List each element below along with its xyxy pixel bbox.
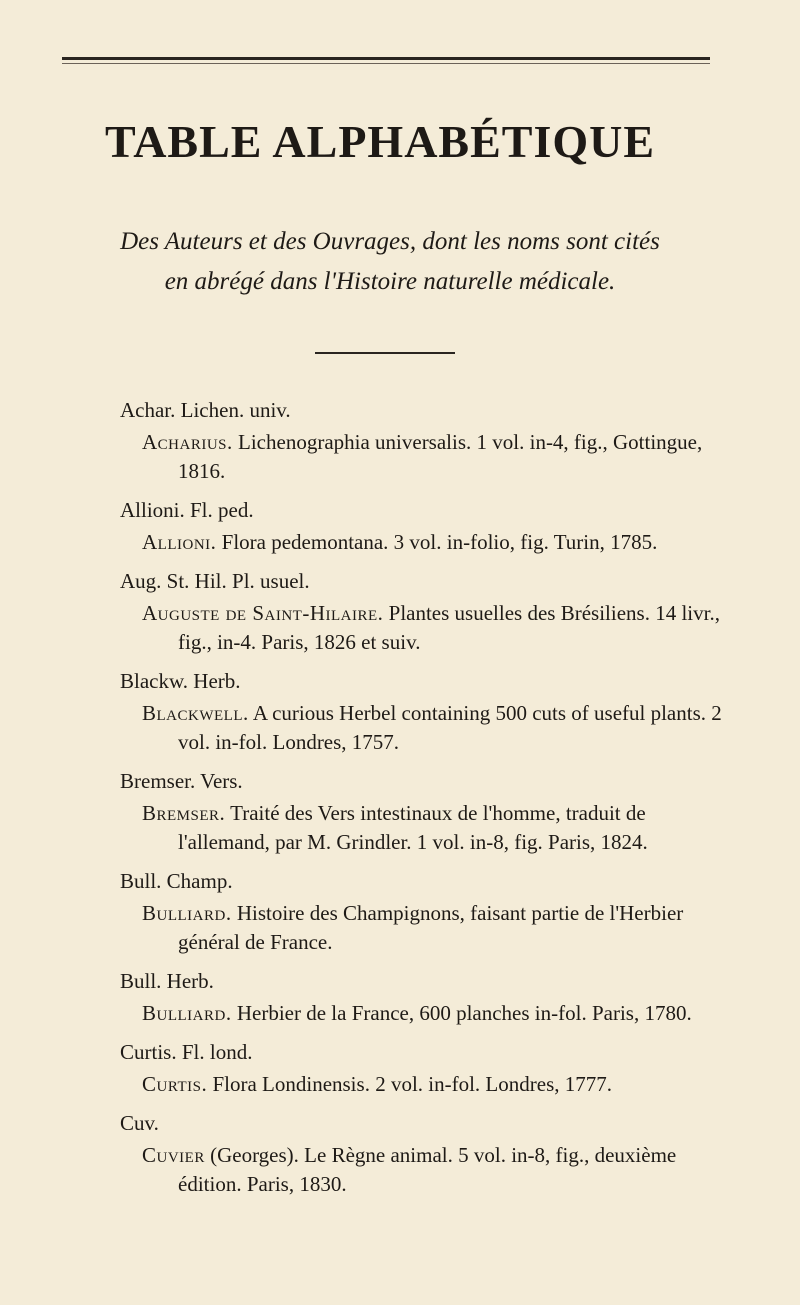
ornamental-rule (315, 352, 455, 354)
entry-abbreviation: Cuv. (120, 1111, 159, 1135)
entry-author: Bulliard. (142, 901, 232, 925)
entry-curtis (120, 1038, 725, 1099)
entry-acharius (120, 396, 725, 486)
entry-work: Flora pedemontana. 3 vol. in-folio, fig. Turin, 1785. (216, 530, 658, 554)
entry-citation (142, 428, 725, 486)
page-subtitle: Des Auteurs et des Ouvrages, dont les noms sont cités en abrégé dans l'Histoire naturelle médicale. (120, 228, 660, 295)
entry-author: Blackwell. (142, 701, 249, 725)
entry-citation (142, 1070, 725, 1099)
entry-abbreviation: Curtis. Fl. lond. (120, 1040, 253, 1064)
entry-work: Flora Londinensis. 2 vol. in-fol. Londres, 1777. (207, 1072, 612, 1096)
entry-citation (142, 599, 725, 657)
entry-work: Traité des Vers intestinaux de l'homme, traduit de l'allemand, par M. Grindler. 1 vol. in-8, fig. Paris, 1824. (178, 801, 648, 854)
entry-work: Histoire des Champignons, faisant partie de l'Herbier général de France. (178, 901, 684, 954)
entry-cuvier (120, 1109, 725, 1199)
entry-bulliard-herb (120, 967, 725, 1028)
entry-bremser (120, 767, 725, 857)
entry-citation (142, 528, 725, 557)
entry-author: Allioni. (142, 530, 217, 554)
entry-citation (142, 799, 725, 857)
entry-abbreviation: Bull. Herb. (120, 969, 214, 993)
entry-blackwell (120, 667, 725, 757)
entry-author: Bremser. (142, 801, 226, 825)
entry-work: Herbier de la France, 600 planches in-fol. Paris, 1780. (231, 1001, 692, 1025)
entry-abbreviation: Aug. St. Hil. Pl. usuel. (120, 569, 310, 593)
entry-author: Acharius. (142, 430, 233, 454)
entry-abbreviation: Bremser. Vers. (120, 769, 243, 793)
entry-list (120, 396, 725, 1209)
entry-citation (142, 899, 725, 957)
entry-work: A curious Herbel containing 500 cuts of useful plants. 2 vol. in-fol. Londres, 1757. (178, 701, 722, 754)
entry-citation (142, 999, 725, 1028)
entry-abbreviation: Blackw. Herb. (120, 669, 241, 693)
entry-work: (Georges). Le Règne animal. 5 vol. in-8, fig., deuxième édition. Paris, 1830. (178, 1143, 677, 1196)
entry-abbreviation: Bull. Champ. (120, 869, 233, 893)
entry-citation (142, 1141, 725, 1199)
entry-work: Lichenographia universalis. 1 vol. in-4, fig., Gottingue, 1816. (178, 430, 703, 483)
entry-author: Auguste de Saint-Hilaire. (142, 601, 384, 625)
entry-author: Curtis. (142, 1072, 208, 1096)
entry-abbreviation: Allioni. Fl. ped. (120, 498, 254, 522)
top-double-rule (62, 57, 710, 60)
entry-author: Cuvier (142, 1143, 205, 1167)
entry-citation (142, 699, 725, 757)
entry-work: Plantes usuelles des Brésiliens. 14 livr., fig., in-4. Paris, 1826 et suiv. (178, 601, 720, 654)
entry-author: Bulliard. (142, 1001, 232, 1025)
entry-abbreviation: Achar. Lichen. univ. (120, 398, 291, 422)
entry-saint-hilaire (120, 567, 725, 657)
entry-allioni (120, 496, 725, 557)
entry-bulliard-champ (120, 867, 725, 957)
page-title: TABLE ALPHABÉTIQUE (104, 116, 656, 167)
